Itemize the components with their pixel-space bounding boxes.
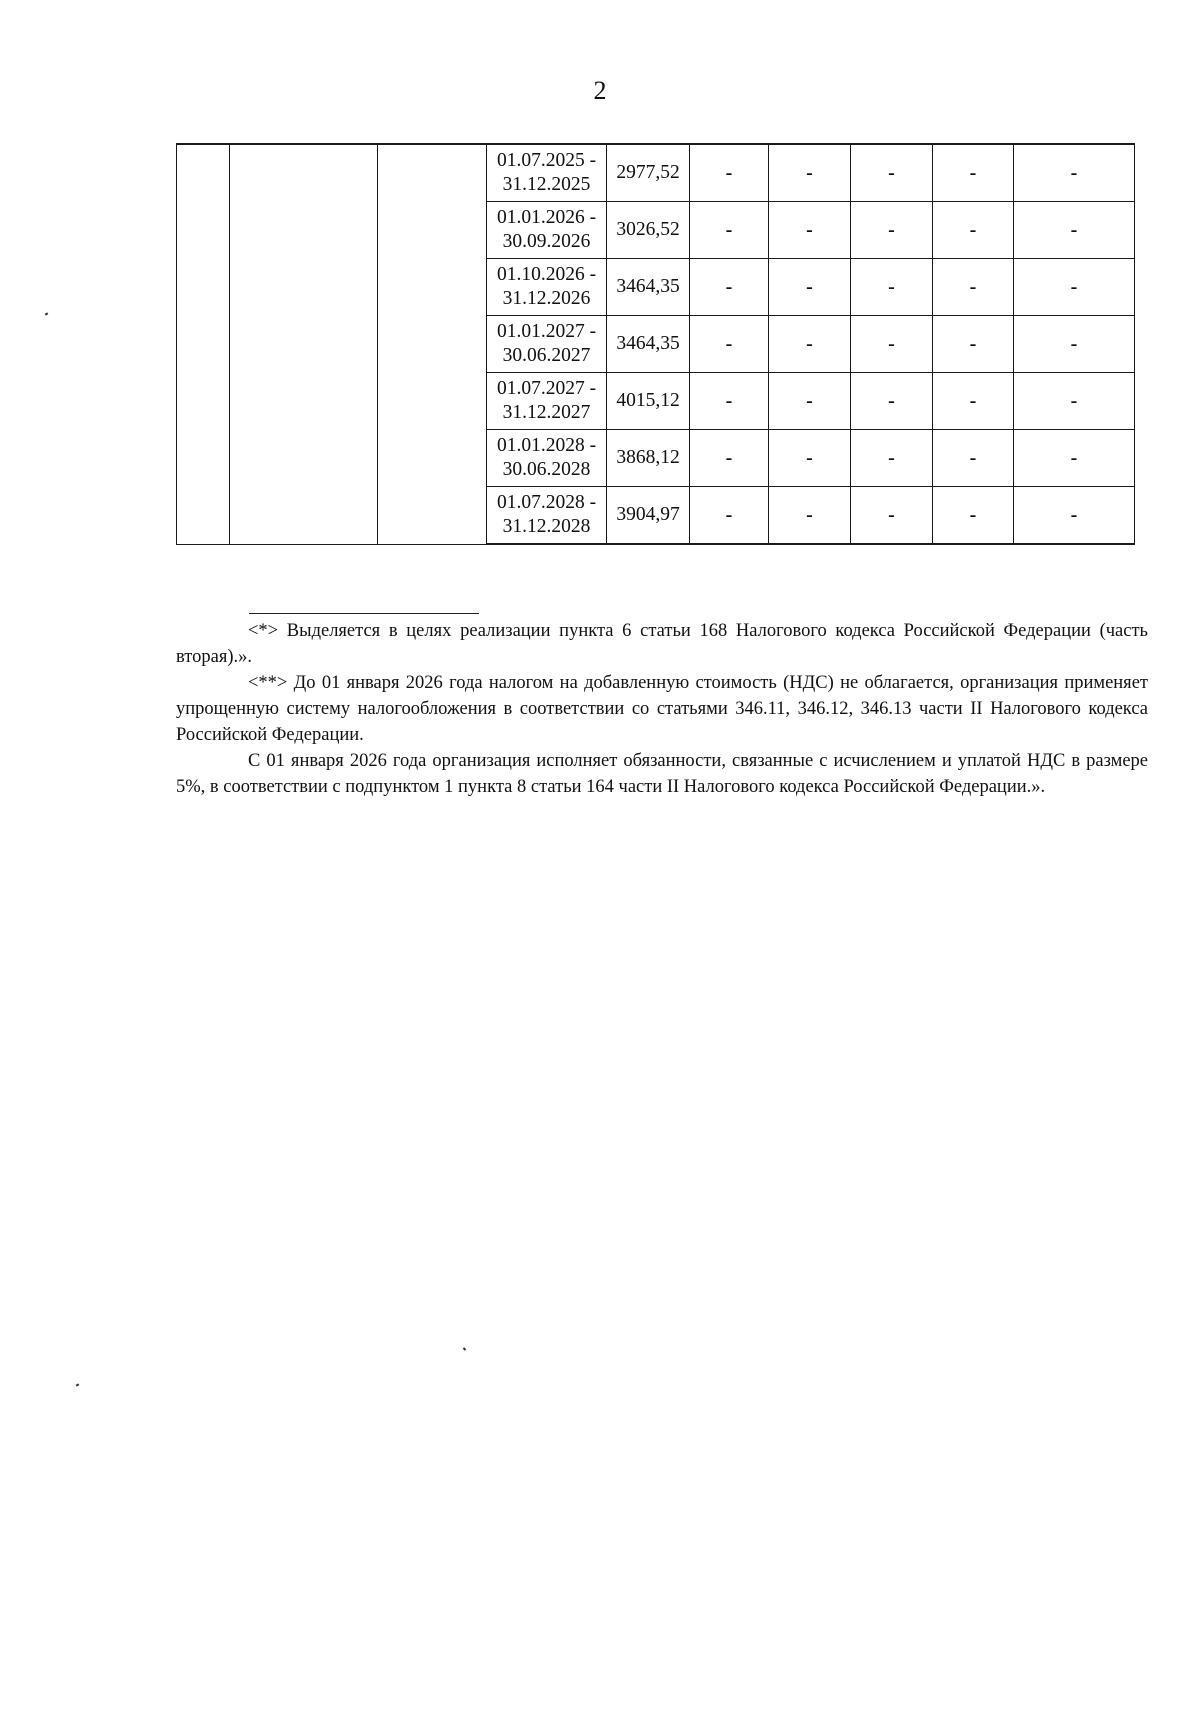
dash-cell: - — [769, 373, 851, 430]
dash-cell: - — [690, 430, 769, 487]
footnote-double-star: <**> До 01 января 2026 года налогом на добавленную стоимость (НДС) не облагается, организация применяет упрощенную систему налогообложения в соответствии со статьями 346.11, 346.12, 346.13 части II Налогового кодекса Российской Федерации. — [176, 673, 1148, 745]
footnote-single-star: <*> Выделяется в целях реализации пункта 6 статьи 168 Налогового кодекса Российской Федерации (часть вторая).». — [176, 621, 1148, 667]
dash-cell: - — [1014, 373, 1135, 430]
tariff-value-cell: 3026,52 — [607, 202, 690, 259]
dash-cell: - — [851, 144, 933, 202]
dash-cell: - — [690, 373, 769, 430]
dash-cell: - — [851, 259, 933, 316]
dash-cell: - — [769, 202, 851, 259]
tariff-table — [176, 143, 1135, 545]
dash-cell: - — [933, 487, 1014, 545]
footnote-divider — [249, 613, 479, 614]
dash-cell: - — [769, 259, 851, 316]
dash-cell: - — [769, 144, 851, 202]
dash-cell: - — [1014, 487, 1135, 545]
tariff-value-cell: 3464,35 — [607, 259, 690, 316]
dash-cell: - — [1014, 202, 1135, 259]
dash-cell: - — [769, 487, 851, 545]
tariff-value-cell: 3868,12 — [607, 430, 690, 487]
dash-cell: - — [933, 259, 1014, 316]
tariff-value-cell: 3464,35 — [607, 316, 690, 373]
dash-cell: - — [1014, 259, 1135, 316]
dash-cell: - — [690, 316, 769, 373]
scan-speck — [463, 1347, 467, 1351]
period-cell: 01.01.2027 - 30.06.2027 — [487, 316, 607, 373]
period-cell: 01.07.2027 - 31.12.2027 — [487, 373, 607, 430]
dash-cell: - — [933, 316, 1014, 373]
dash-cell: - — [690, 259, 769, 316]
dash-cell: - — [851, 316, 933, 373]
dash-cell: - — [1014, 316, 1135, 373]
empty-number-cell — [177, 144, 230, 544]
dash-cell: - — [1014, 144, 1135, 202]
page-number: 2 — [593, 76, 607, 105]
footnote-vat-paragraph: С 01 января 2026 года организация исполняет обязанности, связанные с исчислением и уплатой НДС в размере 5%, в соответствии с подпунктом 1 пункта 8 статьи 164 части II Налогового кодекса Российской Федерации.». — [176, 751, 1148, 797]
dash-cell: - — [933, 430, 1014, 487]
tariff-value-cell: 2977,52 — [607, 144, 690, 202]
period-cell: 01.01.2028 - 30.06.2028 — [487, 430, 607, 487]
dash-cell: - — [933, 373, 1014, 430]
dash-cell: - — [690, 487, 769, 545]
dash-cell: - — [851, 430, 933, 487]
tariff-value-cell: 4015,12 — [607, 373, 690, 430]
period-cell: 01.01.2026 - 30.09.2026 — [487, 202, 607, 259]
scan-speck — [45, 312, 49, 315]
dash-cell: - — [690, 202, 769, 259]
empty-category-cell — [378, 144, 487, 544]
dash-cell: - — [851, 373, 933, 430]
period-cell: 01.07.2028 - 31.12.2028 — [487, 487, 607, 545]
scan-speck — [76, 1383, 80, 1386]
dash-cell: - — [769, 316, 851, 373]
dash-cell: - — [933, 144, 1014, 202]
dash-cell: - — [690, 144, 769, 202]
dash-cell: - — [851, 487, 933, 545]
table-row — [177, 144, 1135, 202]
empty-name-cell — [230, 144, 378, 544]
period-cell: 01.07.2025 - 31.12.2025 — [487, 144, 607, 202]
period-cell: 01.10.2026 - 31.12.2026 — [487, 259, 607, 316]
dash-cell: - — [1014, 430, 1135, 487]
dash-cell: - — [933, 202, 1014, 259]
footnotes-block — [176, 618, 1148, 800]
dash-cell: - — [851, 202, 933, 259]
dash-cell: - — [769, 430, 851, 487]
tariff-value-cell: 3904,97 — [607, 487, 690, 545]
